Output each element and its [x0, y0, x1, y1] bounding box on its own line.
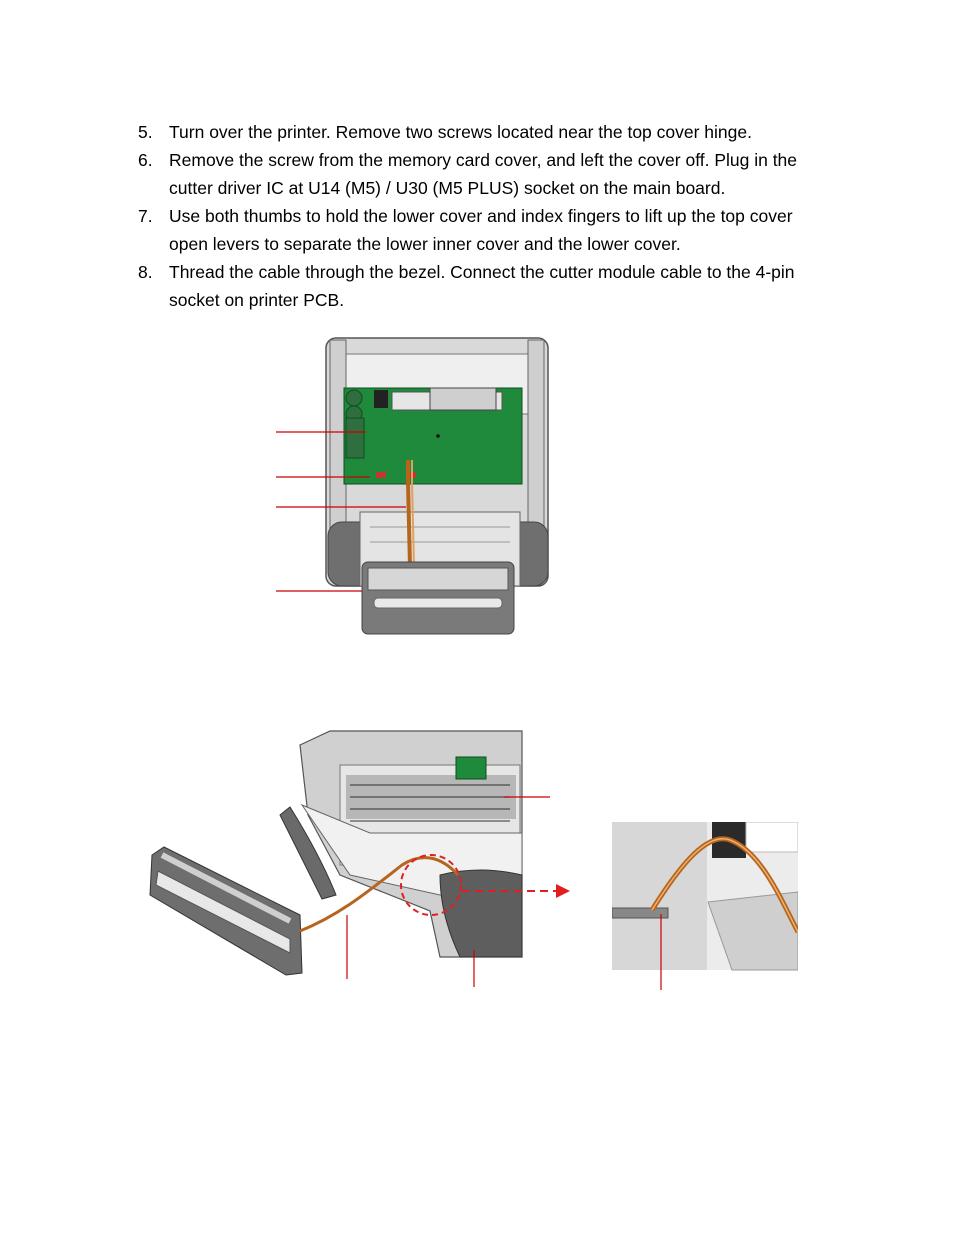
instruction-step-5 [138, 118, 828, 146]
printer-pcb-figure [270, 332, 560, 642]
step-number: 6. [138, 150, 153, 170]
instruction-step-6 [138, 146, 828, 202]
step-text: Thread the cable through the bezel. Connect the cutter module cable to the 4-pin socket on printer PCB. [169, 262, 795, 310]
step-number: 7. [138, 206, 153, 226]
step-text: Turn over the printer. Remove two screws located near the top cover hinge. [169, 122, 752, 142]
instruction-step-7 [138, 202, 828, 258]
step-text: Remove the screw from the memory card cover, and left the cover off. Plug in the cutter driver IC at U14 (M5) / U30 (M5 PLUS) socket on the main board. [169, 150, 798, 198]
step-text: Use both thumbs to hold the lower cover and index fingers to lift up the top cover open levers to separate the lower inner cover and the lower cover. [169, 206, 793, 254]
step-number: 8. [138, 262, 153, 282]
cutter-module [362, 562, 514, 634]
detached-cutter [150, 847, 302, 975]
cable-detail-figure [612, 822, 798, 992]
instruction-step-8 [138, 258, 828, 314]
cutter-installation-figure [140, 725, 580, 995]
main-board-pcb [344, 388, 522, 484]
step-number: 5. [138, 122, 153, 142]
instruction-list [138, 118, 828, 314]
